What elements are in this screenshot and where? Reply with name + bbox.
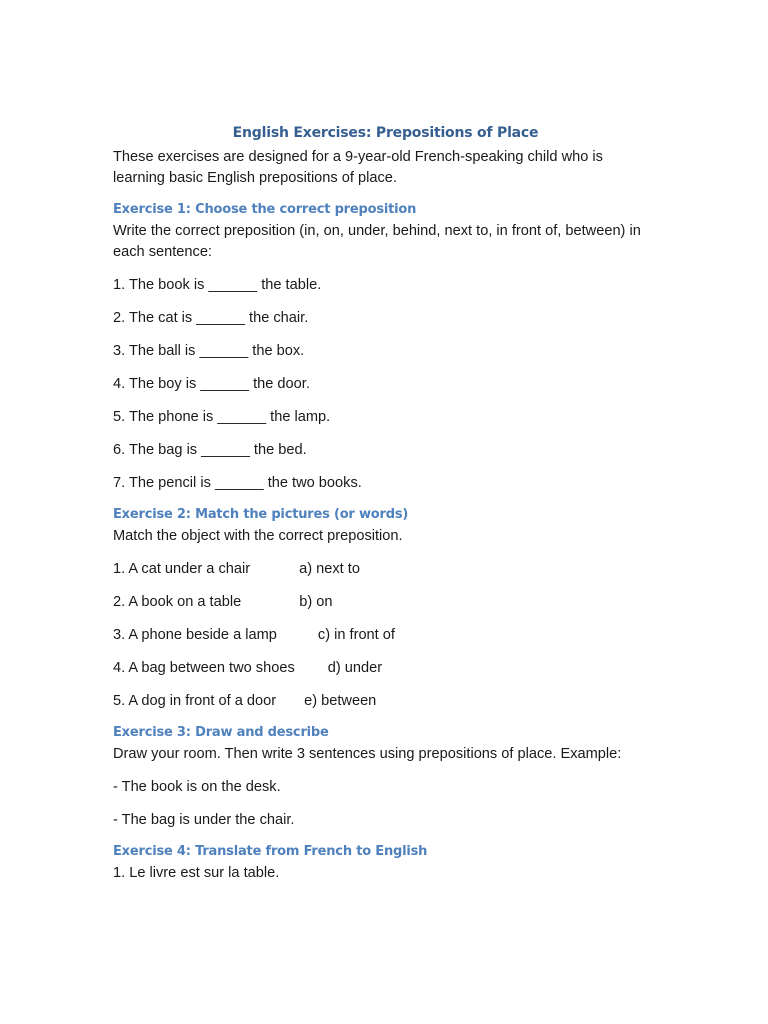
match-right: b) on [299, 594, 333, 610]
match-right: c) in front of [317, 627, 395, 643]
match-left: 3. A phone beside a lamp [113, 627, 277, 643]
match-row [113, 592, 658, 613]
match-row [113, 559, 658, 580]
match-row [113, 658, 658, 679]
exercise-3-example: - The bag is under the chair. [113, 812, 295, 828]
exercise-1-heading: Exercise 1: Choose the correct preposition [113, 202, 417, 217]
match-left: 5. A dog in front of a door [113, 693, 277, 709]
exercise-1-instruction: Write the correct preposition (in, on, under, behind, next to, in front of, between) in each sentence: [113, 223, 641, 260]
document-page [113, 125, 658, 884]
exercise-1-item: 2. The cat is ______ the chair. [113, 310, 309, 326]
match-right: d) under [327, 660, 383, 676]
exercise-4-heading: Exercise 4: Translate from French to English [113, 844, 428, 859]
exercise-3-heading: Exercise 3: Draw and describe [113, 725, 329, 740]
match-right: e) between [304, 693, 377, 709]
match-row [113, 691, 658, 712]
match-left: 4. A bag between two shoes [113, 660, 295, 676]
exercise-2-instruction: Match the object with the correct preposition. [113, 528, 403, 544]
exercise-1-item: 7. The pencil is ______ the two books. [113, 475, 362, 491]
exercise-1-item: 5. The phone is ______ the lamp. [113, 409, 331, 425]
intro-paragraph: These exercises are designed for a 9-year-old French-speaking child who is learning basic English prepositions of place. [113, 149, 603, 186]
exercise-4-item: 1. Le livre est sur la table. [113, 865, 280, 881]
match-left: 2. A book on a table [113, 594, 242, 610]
match-row [113, 625, 658, 646]
exercise-1-item: 4. The boy is ______ the door. [113, 376, 310, 392]
exercise-1-item: 1. The book is ______ the table. [113, 277, 322, 293]
page-title: English Exercises: Prepositions of Place [232, 125, 539, 141]
exercise-3-example: - The book is on the desk. [113, 779, 281, 795]
exercise-2-heading: Exercise 2: Match the pictures (or words) [113, 507, 409, 522]
exercise-1-item: 6. The bag is ______ the bed. [113, 442, 307, 458]
match-left: 1. A cat under a chair [113, 561, 251, 577]
exercise-1-item: 3. The ball is ______ the box. [113, 343, 305, 359]
match-right: a) next to [299, 561, 360, 577]
exercise-3-instruction: Draw your room. Then write 3 sentences using prepositions of place. Example: [113, 746, 622, 762]
